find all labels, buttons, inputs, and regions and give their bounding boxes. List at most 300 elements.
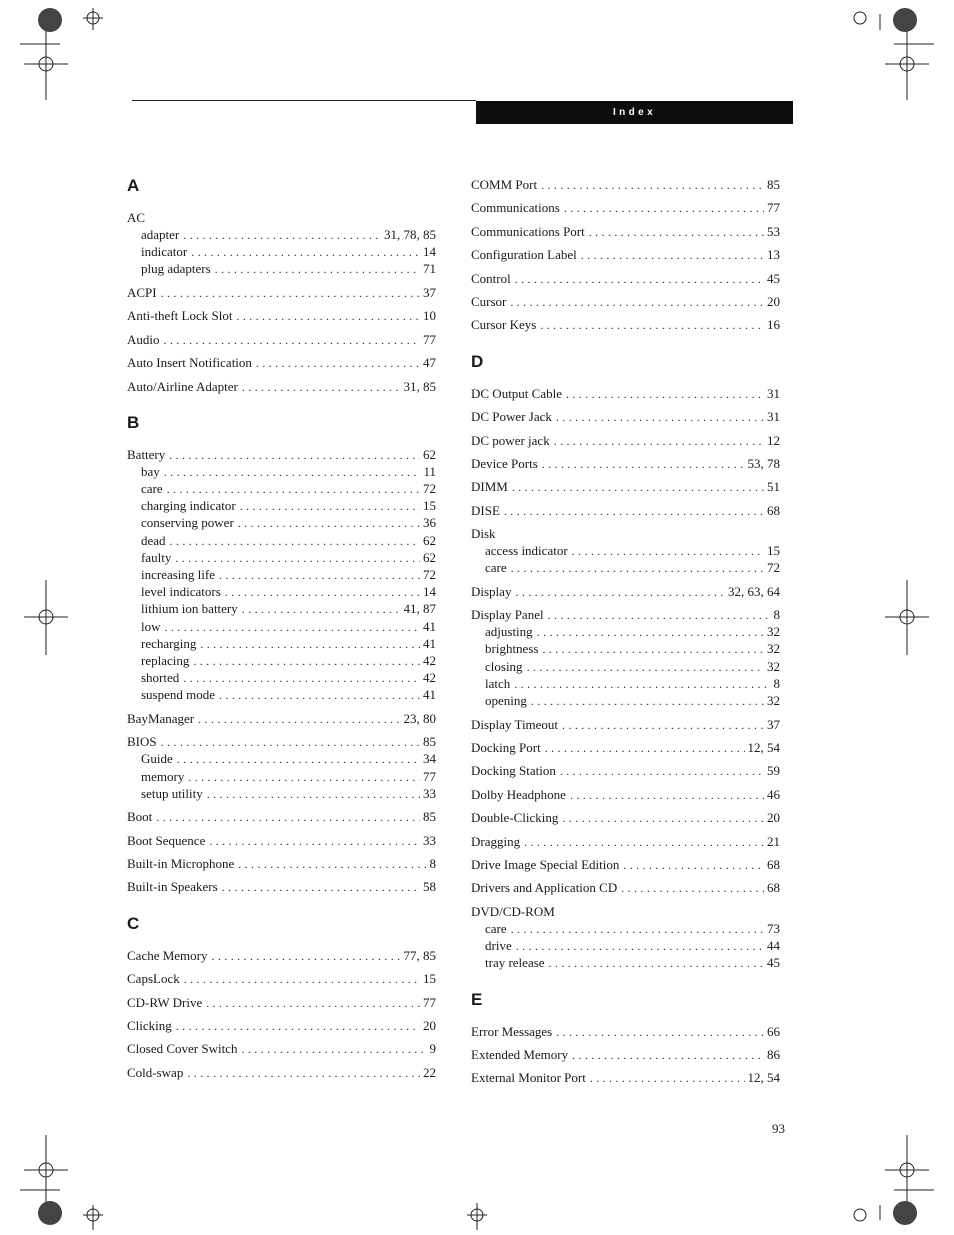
index-subterm: suspend mode [141,687,216,703]
section-gap [127,902,436,914]
index-subterm: dead [141,532,166,548]
index-term: Audio [127,331,160,347]
page-references: 14 [423,244,436,260]
index-entry [471,716,780,733]
index-subentry [127,652,436,669]
index-term: Double-Clicking [471,810,559,826]
page-references: 16 [767,317,780,333]
index-subentry [127,618,436,635]
page-references: 44 [767,937,780,953]
index-entry [471,176,780,193]
index-subentry [471,623,780,640]
index-subterm: adjusting [485,624,533,640]
dot-leader [242,379,401,396]
page-references: 22 [423,1064,436,1080]
dot-leader [524,834,764,851]
index-subentry [127,514,436,531]
index-entry [127,446,436,463]
dot-leader [188,769,420,786]
page-number: 93 [772,1121,785,1136]
section-letter: D [471,351,484,371]
index-entry [471,223,780,240]
index-term: Disk [471,526,496,542]
dot-leader [161,285,420,302]
page-references: 11 [423,463,436,479]
page-references: 20 [423,1018,436,1033]
index-subentry [471,692,780,709]
dot-leader [510,294,764,311]
section-gap [127,401,436,413]
section-letter: A [127,176,140,195]
dot-leader [256,355,420,372]
index-entry [127,994,436,1011]
index-entry [471,385,780,402]
index-entry [471,879,780,896]
page-references: 8 [773,675,780,691]
index-subterm: bay [141,463,160,479]
page-references: 77 [423,994,436,1010]
page-references: 12 [767,432,780,448]
dot-leader [222,879,420,896]
dot-leader [572,1047,764,1064]
index-subterm: shorted [141,670,180,686]
page-references: 33 [423,832,436,848]
index-entry [127,378,436,395]
page-references: 34 [423,751,436,767]
index-subentry [127,600,436,617]
index-subterm: drive [485,937,512,953]
dot-leader [191,244,420,261]
page-references: 72 [767,560,780,576]
index-term: External Monitor Port [471,1070,586,1086]
dot-leader [240,498,420,515]
dot-leader [176,1018,420,1035]
index-subterm: charging indicator [141,498,236,514]
index-subentry [127,497,436,514]
index-subterm: recharging [141,635,197,651]
page-references: 85 [423,734,436,750]
index-entry [127,1040,436,1057]
dot-leader [238,515,420,532]
page-references: 72 [423,481,436,497]
index-term: Cold-swap [127,1064,184,1080]
index-entry [127,284,436,301]
section-letter: C [127,913,140,933]
dot-leader [184,971,420,988]
index-entry [127,878,436,895]
index-entry [471,583,780,600]
index-entry [471,525,780,542]
index-entry [471,199,780,216]
dot-leader [161,734,420,751]
index-subentry [127,635,436,652]
dot-leader [212,948,401,965]
index-entry [127,1064,436,1081]
dot-leader [238,856,426,873]
index-entry [127,855,436,872]
dot-leader [207,786,420,803]
index-term: Display [471,583,512,599]
index-subentry [127,785,436,802]
page-references: 32, 63, 64 [728,583,780,599]
page-references: 53, 78 [747,455,780,471]
header-rule [132,100,476,101]
index-subterm: plug adapters [141,261,211,277]
dot-leader [572,543,764,560]
section-letter: E [471,989,483,1009]
dot-leader [164,332,421,349]
index-subentry [127,750,436,767]
index-subentry-list [471,542,780,576]
index-term: COMM Port [471,177,538,192]
index-entry [471,1069,780,1086]
dot-leader [164,464,421,481]
dot-leader [219,567,420,584]
index-term: Communications Port [471,223,585,239]
index-entry [471,903,780,920]
dot-leader [545,740,745,757]
page-references: 77 [423,768,436,784]
index-term: DC power jack [471,432,550,448]
page-references: 72 [423,567,436,583]
index-entry [471,316,780,333]
index-entry [471,856,780,873]
page-references: 31 [767,409,780,425]
index-term: DIMM [471,479,508,495]
index-term: Built-in Microphone [127,856,235,872]
page-references: 32 [767,641,780,657]
index-subentry [127,226,436,243]
dot-leader [556,1024,764,1041]
page-references: 41 [423,687,436,703]
dot-leader [175,550,420,567]
page-references: 47 [423,355,436,371]
index-term: Closed Cover Switch [127,1041,238,1057]
index-subterm: closing [485,658,523,674]
index-subentry [127,260,436,277]
index-term: Dragging [471,833,521,849]
page-references: 58 [423,879,436,895]
page-references: 62 [423,532,436,548]
dot-leader [549,955,764,972]
index-term: DISE [471,502,500,518]
index-entry [127,331,436,348]
page-references: 73 [767,920,780,936]
page-references: 41 [423,618,436,634]
index-subentry [127,583,436,600]
index-subterm: Guide [141,751,173,767]
index-subterm: level indicators [141,584,221,600]
dot-leader [562,810,764,827]
index-entry [471,455,780,472]
page-references: 21 [767,833,780,849]
index-term: Cache Memory [127,947,208,963]
page-references: 31, 85 [403,378,436,394]
index-term: BayManager [127,710,195,726]
dot-leader [504,503,764,520]
page-references: 10 [423,308,436,324]
dot-leader [206,995,420,1012]
dot-leader [564,200,764,217]
index-subterm: indicator [141,244,188,260]
index-term: Drivers and Application CD [471,880,618,896]
page-references: 41 [423,635,436,651]
dot-leader [236,308,420,325]
index-subterm: care [485,920,507,936]
index-entry [127,1017,436,1034]
dot-leader [556,409,764,426]
dot-leader [516,938,764,955]
index-subentry-list [471,623,780,709]
index-term: Built-in Speakers [127,879,218,895]
page-references: 12, 54 [747,739,780,755]
section-gap [471,978,780,990]
index-term: Configuration Label [471,247,577,263]
index-term: Cursor Keys [471,317,537,333]
dot-leader [542,456,745,473]
page-references: 31, 78, 85 [384,227,436,242]
index-entry [471,246,780,263]
page-references: 77 [767,200,780,216]
dot-leader [242,1041,427,1058]
page-references: 32 [767,658,780,674]
page-references: 36 [423,515,436,531]
index-subentry [471,658,780,675]
index-subterm: latch [485,675,511,691]
dot-leader [554,433,764,450]
dot-leader [170,533,420,550]
index-term: Boot Sequence [127,832,206,848]
dot-leader [589,224,764,241]
index-term: Device Ports [471,455,538,471]
page-references: 32 [767,692,780,708]
index-subterm: lithium ion battery [141,601,238,617]
dot-leader [621,880,764,897]
index-term: Docking Port [471,739,541,755]
page-references: 77 [423,331,436,347]
index-entry [127,710,436,727]
index-term: CapsLock [127,971,180,987]
index-entry [127,970,436,987]
page-references: 42 [423,652,436,668]
dot-leader [242,601,401,618]
index-subentry [471,640,780,657]
dot-leader [165,619,421,636]
index-subterm: adapter [141,227,180,242]
index-term: DC Power Jack [471,409,552,425]
dot-leader [219,687,420,704]
page-references: 68 [767,502,780,518]
index-entry [471,1046,780,1063]
page-references: 37 [423,284,436,300]
dot-leader [542,641,764,658]
index-term: DC Output Cable [471,385,562,401]
index-term: Battery [127,446,166,462]
page-references: 14 [423,584,436,600]
dot-leader [570,787,764,804]
page-references: 45 [767,955,780,971]
index-entry [471,786,780,803]
page-references: 23, 80 [403,710,436,726]
section-gap [471,340,780,352]
index-entry [471,478,780,495]
page-references: 77, 85 [403,947,436,963]
index-entry [471,293,780,310]
index-subentry [471,675,780,692]
section-letter: B [127,412,140,432]
index-subterm: replacing [141,652,190,668]
index-term: Docking Station [471,763,556,779]
index-term: Cursor [471,293,507,309]
dot-leader [581,247,764,264]
index-term: Boot [127,809,153,825]
index-subentry [127,463,436,480]
dot-leader [515,584,725,601]
dot-leader [531,693,764,710]
page-references: 45 [767,270,780,286]
index-subentry-list [127,750,436,802]
page-references: 68 [767,880,780,896]
index-term: Error Messages [471,1023,553,1039]
section-header-title: Index [476,101,793,124]
index-subentry [471,559,780,576]
index-column-right [471,176,780,1093]
index-subterm: conserving power [141,515,234,531]
page-references: 8 [773,607,780,623]
index-subterm: low [141,618,161,634]
index-term: Auto Insert Notification [127,355,252,371]
index-term: Clicking [127,1018,172,1033]
index-entry [471,270,780,287]
dot-leader [560,763,764,780]
index-entry [471,833,780,850]
dot-leader [209,833,420,850]
index-subentry [127,243,436,260]
page-references: 32 [767,624,780,640]
dot-leader [566,386,764,403]
index-entry [127,733,436,750]
index-subterm: care [141,481,163,497]
index-entry [471,502,780,519]
page-references: 41, 87 [403,601,436,617]
dot-leader [511,560,764,577]
index-entry [471,809,780,826]
dot-leader [169,447,420,464]
page-references: 86 [767,1047,780,1063]
page-references: 12, 54 [747,1070,780,1086]
page-references: 62 [423,446,436,462]
page-references: 71 [423,261,436,277]
dot-leader [540,317,764,334]
page-references: 46 [767,786,780,802]
index-subterm: faulty [141,549,172,565]
index-entry [471,432,780,449]
index-subentry [127,669,436,686]
index-term: Display Timeout [471,716,559,732]
index-entry [127,209,436,226]
index-subentry [471,920,780,937]
index-term: BIOS [127,734,157,750]
index-term: Communications [471,200,560,216]
index-term: AC [127,210,146,225]
dot-leader [548,607,771,624]
page-references: 59 [767,763,780,779]
index-term: CD-RW Drive [127,994,203,1010]
index-subentry-list [127,226,436,278]
index-subterm: increasing life [141,567,215,583]
page-references: 68 [767,856,780,872]
index-subentry-list [127,463,436,704]
index-term: Anti-theft Lock Slot [127,308,233,324]
page-references: 33 [423,785,436,801]
page-references: 13 [767,247,780,263]
index-subterm: care [485,560,507,576]
dot-leader [225,584,420,601]
page-references: 9 [429,1041,436,1057]
page-references: 42 [423,670,436,686]
page-references: 53 [767,223,780,239]
index-entry [127,307,436,324]
index-entry [471,739,780,756]
dot-leader [562,717,764,734]
index-subentry [127,480,436,497]
index-subentry [471,954,780,971]
dot-leader [623,857,764,874]
index-subterm: memory [141,768,185,784]
page-references: 62 [423,549,436,565]
index-term: Drive Image Special Edition [471,856,620,872]
index-entry [471,606,780,623]
index-term: ACPI [127,284,157,300]
index-subterm: tray release [485,955,545,971]
dot-leader [156,809,420,826]
index-subterm: opening [485,692,527,708]
page-references: 8 [429,856,436,872]
dot-leader [167,481,420,498]
dot-leader [514,676,770,693]
dot-leader [512,479,764,496]
page-references: 20 [767,293,780,309]
index-subentry [127,566,436,583]
index-column-left [127,176,436,1087]
index-term: Display Panel [471,607,544,623]
index-term: DVD/CD-ROM [471,903,555,919]
index-entry [471,762,780,779]
index-subentry [127,768,436,785]
page-references: 51 [767,479,780,495]
page-references: 15 [423,498,436,514]
dot-leader [187,1065,420,1082]
page-references: 20 [767,810,780,826]
index-term: Extended Memory [471,1047,569,1063]
index-subterm: access indicator [485,543,568,559]
dot-leader [511,921,764,938]
dot-leader [590,1070,745,1087]
dot-leader [527,659,764,676]
index-subentry [127,549,436,566]
index-subentry [127,686,436,703]
index-entry [127,832,436,849]
page-references: 15 [767,543,780,559]
page-references: 37 [767,716,780,732]
index-subterm: setup utility [141,785,203,801]
index-entry [127,808,436,825]
index-subterm: brightness [485,641,539,657]
page-references: 85 [767,177,780,192]
index-subentry [471,542,780,559]
index-term: Auto/Airline Adapter [127,378,238,394]
index-subentry [127,532,436,549]
